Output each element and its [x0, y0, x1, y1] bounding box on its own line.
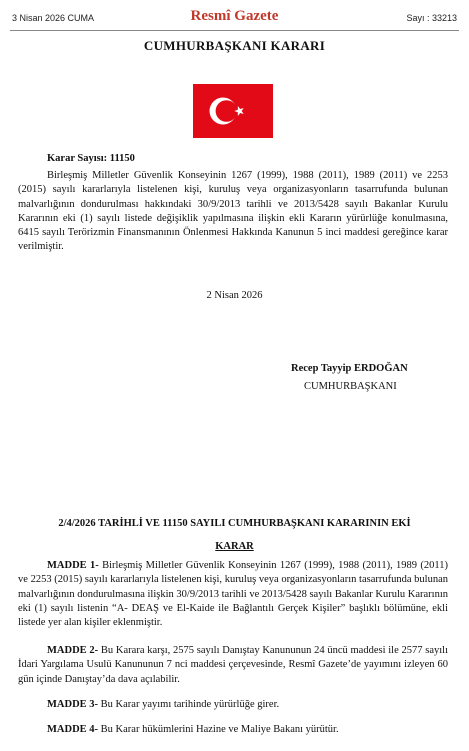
annex-title: 2/4/2026 TARİHLİ VE 11150 SAYILI CUMHURBAŞKANI KARARININ EKİ — [58, 518, 411, 529]
signer-title: CUMHURBAŞKANI — [304, 381, 397, 392]
document-title: CUMHURBAŞKANI KARARI — [143, 38, 326, 53]
flag-crescent-inner — [216, 100, 238, 122]
article-4-lead: MADDE 4- — [47, 724, 99, 735]
gazette-name: Resmî Gazete — [190, 8, 279, 24]
article-4-text: Bu Karar hükümlerini Hazine ve Maliye Bakanı yürütür. — [98, 724, 339, 735]
article-4 — [18, 723, 448, 737]
article-1 — [18, 559, 448, 630]
article-2 — [18, 644, 448, 687]
annex-subtitle-text: KARAR — [215, 541, 254, 552]
annex-subtitle — [0, 541, 469, 552]
article-1-text: Birleşmiş Milletler Güvenlik Konseyinin 1267 (1999), 1988 (2011), 1989 (2011) ve 2253 (2015) sayılı kararlarıyla listelenen kişi, kuruluş veya organizasyonların tasarrufunda bulunan malvarlığının dondurulmasına ilişkin 30/9/2013 tarihli ve 2013/5428 sayılı Bakanlar Kurulu Kararının eki (1) sayılı listenin “A- DEAŞ ve El-Kaide ile Bağlantılı Gerçek Kişiler” başlıklı bölümüne, ekli listede yer alan kişiler eklenmiştir. — [18, 560, 448, 629]
article-3-text: Bu Karar yayımı tarihinde yürürlüğe girer. — [98, 699, 280, 710]
header-date: 3 Nisan 2026 CUMA — [12, 13, 95, 23]
gazette-header — [0, 8, 469, 30]
article-2-lead: MADDE 2- — [47, 645, 99, 656]
article-3-lead: MADDE 3- — [47, 699, 99, 710]
decision-date: 2 Nisan 2026 — [206, 290, 263, 301]
header-divider — [10, 30, 459, 31]
decision-paragraph: Birleşmiş Milletler Güvenlik Konseyinin 1267 (1999), 1988 (2011), 1989 (2011) ve 2253 (2015) sayılı kararlarıyla listelenen kişi, kuruluş veya organizasyonların tasarrufunda bulunan malvarlığının dondurulması hakkındaki 30/9/2013 tarihli ve 2013/5428 sayılı Bakanlar Kurulu Kararının eki (1) sayılı listede değişiklik yapılmasına ilişkin ekli Kararın yürürlüğe konulmasına, 6415 sayılı Terörizmin Finansmanının Önlenmesi Hakkında Kanunun 5 inci maddesi gereğince karar verilmiştir. — [18, 170, 448, 253]
decision-number: Karar Sayısı: 11150 — [47, 153, 135, 164]
article-2-text: Bu Karara karşı, 2575 sayılı Danıştay Kanununun 24 üncü maddesi ile 2577 sayılı İdari Yargılama Usulü Kanununun 7 nci maddesi çerçevesinde, Resmî Gazete’de yayımını izleyen 60 gün içinde Danıştay’da dava açılabilir. — [18, 645, 448, 685]
article-1-lead: MADDE 1- — [47, 560, 99, 571]
article-3 — [18, 698, 448, 712]
turkish-flag-icon — [193, 84, 273, 138]
signer-name: Recep Tayyip ERDOĞAN — [291, 363, 408, 374]
issue-number: Sayı : 33213 — [406, 13, 457, 23]
